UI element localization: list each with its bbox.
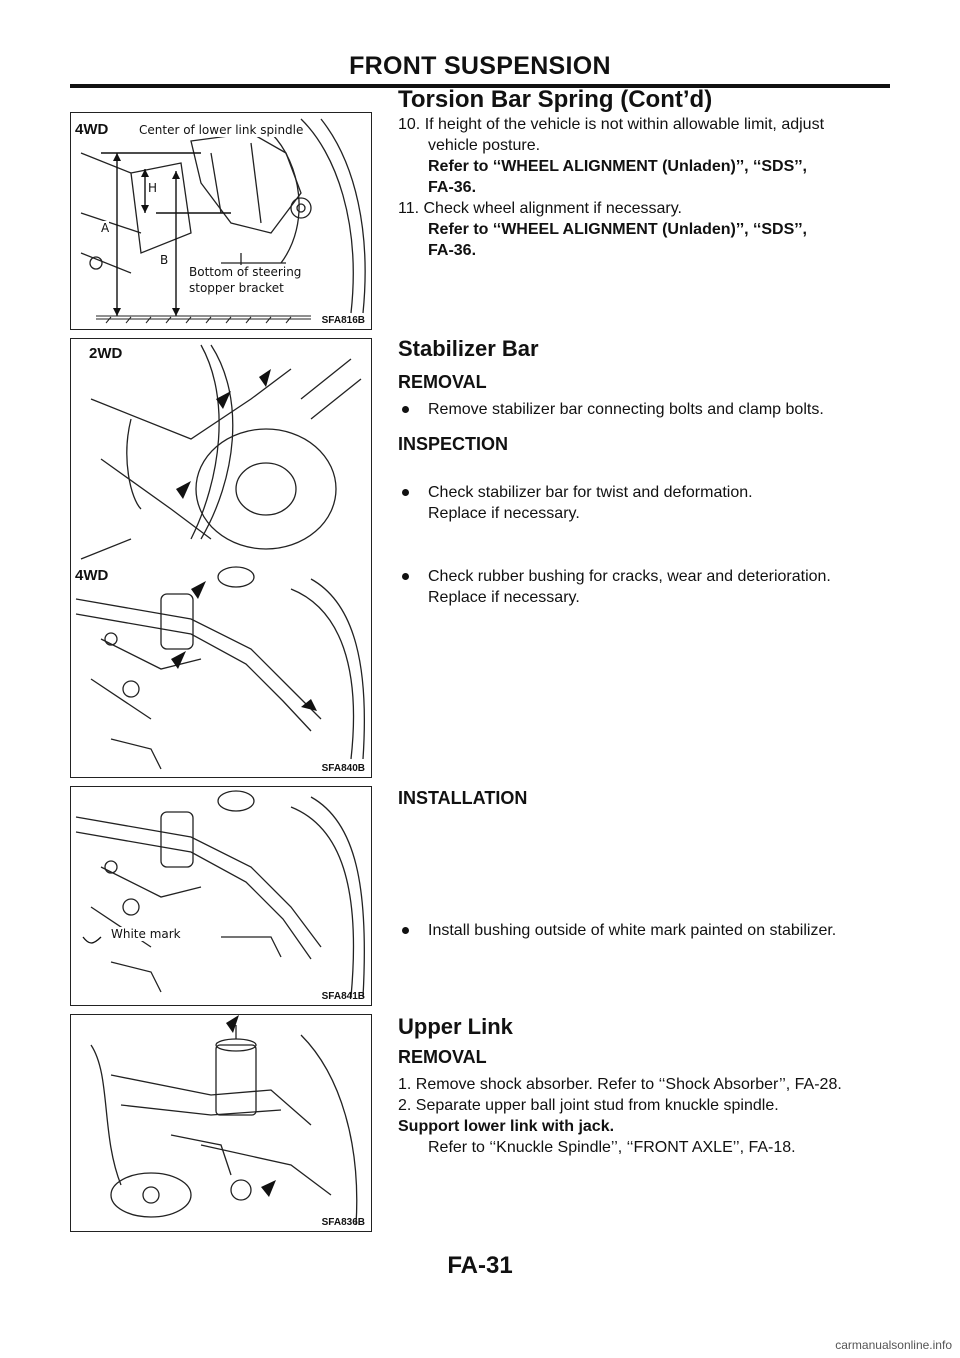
figure-id: SFA840B [321, 763, 365, 774]
label-stopper-bracket: stopper bracket [189, 281, 284, 295]
figure-tag-2wd: 2WD [89, 345, 123, 362]
refer-note: Refer to ‘‘Knuckle Spindle’’, ‘‘FRONT AXLE’’, FA-18. [428, 1139, 796, 1156]
bullet-text: Replace if necessary. [428, 505, 580, 522]
figure-sfa840b [70, 338, 372, 778]
step-11-ref1: Refer to ‘‘WHEEL ALIGNMENT (Unladen)’’, ‘‘SDS’’, [428, 221, 807, 238]
bullet-dot [402, 406, 409, 413]
bullet-inspection-1 [398, 482, 928, 524]
bullet-dot [402, 573, 409, 580]
watermark: carmanualsonline.info [835, 1338, 952, 1352]
bullet-inspection-2 [398, 566, 928, 608]
step-10-line2: vehicle posture. [428, 137, 541, 154]
bullet-text: Check rubber bushing for cracks, wear and deterioration. [428, 568, 831, 585]
heading-inspection: INSPECTION [398, 434, 509, 454]
step-10-ref1: Refer to ‘‘WHEEL ALIGNMENT (Unladen)’’, ‘‘SDS’’, [428, 158, 807, 175]
label-center-lower-link: Center of lower link spindle [139, 123, 304, 137]
bullet-dot [402, 927, 409, 934]
support-note: Support lower link with jack. [398, 1118, 615, 1135]
bullet-text: Remove stabilizer bar connecting bolts and clamp bolts. [428, 401, 824, 418]
figure-sfa836b-illustration [71, 1015, 371, 1231]
figure-sfa836b [70, 1014, 372, 1232]
figure-id: SFA816B [321, 315, 365, 326]
label-a: A [101, 221, 110, 235]
heading-upper-link: Upper Link [398, 1014, 513, 1039]
step-2: 2. Separate upper ball joint stud from knuckle spindle. [398, 1097, 779, 1114]
step-11-line1: 11. Check wheel alignment if necessary. [398, 200, 682, 217]
page-number: FA-31 [447, 1252, 513, 1279]
step-10-line1: 10. If height of the vehicle is not within allowable limit, adjust [398, 116, 825, 133]
step-1: 1. Remove shock absorber. Refer to ‘‘Shock Absorber’’, FA-28. [398, 1076, 842, 1093]
bullet-removal [398, 399, 928, 420]
page-subtitle: Torsion Bar Spring (Cont’d) [398, 86, 713, 113]
figure-sfa816b [70, 112, 372, 330]
figure-id: SFA836B [321, 1217, 365, 1228]
section-title: FRONT SUSPENSION [349, 52, 611, 80]
heading-removal: REMOVAL [398, 372, 487, 392]
figure-tag-4wd: 4WD [75, 121, 109, 138]
bullet-text: Replace if necessary. [428, 589, 580, 606]
step-10-ref2: FA-36. [428, 179, 477, 196]
figure-tag-4wd: 4WD [75, 567, 109, 584]
heading-installation: INSTALLATION [398, 788, 528, 808]
upper-link-steps [398, 1074, 898, 1158]
step-10 [398, 114, 898, 261]
figure-id: SFA841B [321, 991, 365, 1002]
heading-removal: REMOVAL [398, 1047, 487, 1067]
label-white-mark: White mark [111, 927, 181, 941]
label-bottom-steering: Bottom of steering [189, 265, 302, 279]
figure-sfa841b-illustration [71, 787, 371, 1005]
bullet-installation [398, 920, 928, 941]
label-b: B [160, 253, 169, 267]
figure-sfa841b [70, 786, 372, 1006]
step-11-ref2: FA-36. [428, 242, 477, 259]
heading-stabilizer-bar: Stabilizer Bar [398, 336, 539, 361]
bullet-text: Check stabilizer bar for twist and deformation. [428, 484, 753, 501]
bullet-dot [402, 489, 409, 496]
label-h: H [148, 181, 158, 195]
bullet-text: Install bushing outside of white mark painted on stabilizer. [428, 922, 837, 939]
figure-sfa816b-illustration [71, 113, 371, 329]
figure-sfa840b-illustration [71, 339, 371, 777]
